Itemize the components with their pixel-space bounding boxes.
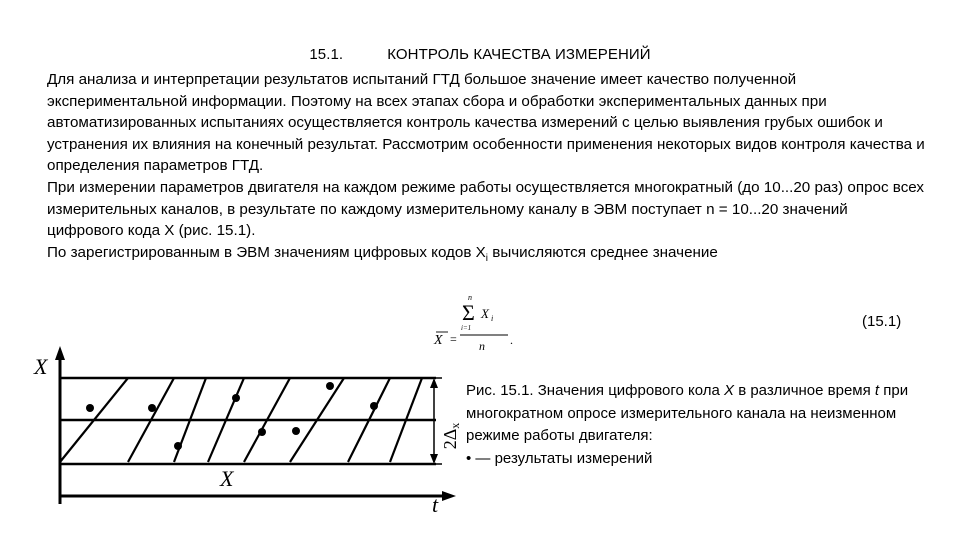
- band-label: 2Δx: [440, 422, 462, 450]
- y-axis-label: X: [34, 354, 48, 379]
- paragraph: При измерении параметров двигателя на каждом режиме работы осуществляется многократный (до 10...20 раз) опрос всех измерительных каналов, в результате по каждому измерительному каналу в ЭВМ поступает n = 10...20 значений цифрового кода X (рис. 15.1).: [47, 178, 925, 240]
- formula-summand-index: i: [491, 314, 494, 323]
- measurement-point: [232, 394, 240, 402]
- svg-text:.: .: [510, 333, 513, 347]
- measurement-point: [292, 427, 300, 435]
- formula-upper-limit: n: [468, 293, 472, 302]
- figure-15-1: [28, 344, 462, 517]
- y-axis-arrow: [55, 346, 65, 360]
- x-axis-label: t: [432, 492, 439, 517]
- formula-lower-limit: i=1: [461, 324, 472, 332]
- caption-legend: • — результаты измерений: [466, 449, 653, 467]
- formula-denominator: n: [479, 339, 485, 353]
- x-axis-arrow: [442, 491, 456, 501]
- body-text: [47, 69, 927, 269]
- mean-label: X: [220, 466, 234, 491]
- section-heading: КОНТРОЛЬ КАЧЕСТВА ИЗМЕРЕНИЙ: [387, 46, 651, 63]
- formula-lhs: X: [434, 333, 443, 348]
- measurement-point: [258, 428, 266, 436]
- paragraph-mean: По зарегистрированным в ЭВМ значениям цифровых кодов $X_i$ вычисляются среднее значение: [47, 243, 718, 264]
- section-number: 15.1.: [309, 46, 344, 63]
- caption-text: Рис. 15.1. Значения цифрового кола X в различное время t при многократном опросе измерительного канала на неизменном режиме работы двигателя:: [466, 382, 909, 444]
- figure-caption: [466, 380, 926, 470]
- svg-text:Σ: Σ: [462, 300, 475, 325]
- measurement-point: [86, 404, 94, 412]
- paragraph: Для анализа и интерпретации результатов испытаний ГТД большое значение имеет качество полученной экспериментальной информации. Поэтому на всех этапах сбора и обработки экспериментальных данных при автоматизированных испытаниях осуществляется контроль качества измерений с целью выявления грубых ошибок и устранения их влияния на конечный результат. Рассмотрим особенности применения некоторых видов контроля качества и определения параметров ГТД.: [47, 71, 925, 175]
- measurement-point: [326, 382, 334, 390]
- equation-number: (15.1): [862, 313, 902, 330]
- measurement-point: [370, 402, 378, 410]
- measurement-point: [174, 442, 182, 450]
- section-title: [0, 46, 960, 63]
- svg-text:=: =: [450, 332, 457, 346]
- formula-summand: X: [481, 306, 489, 321]
- measurement-point: [148, 404, 156, 412]
